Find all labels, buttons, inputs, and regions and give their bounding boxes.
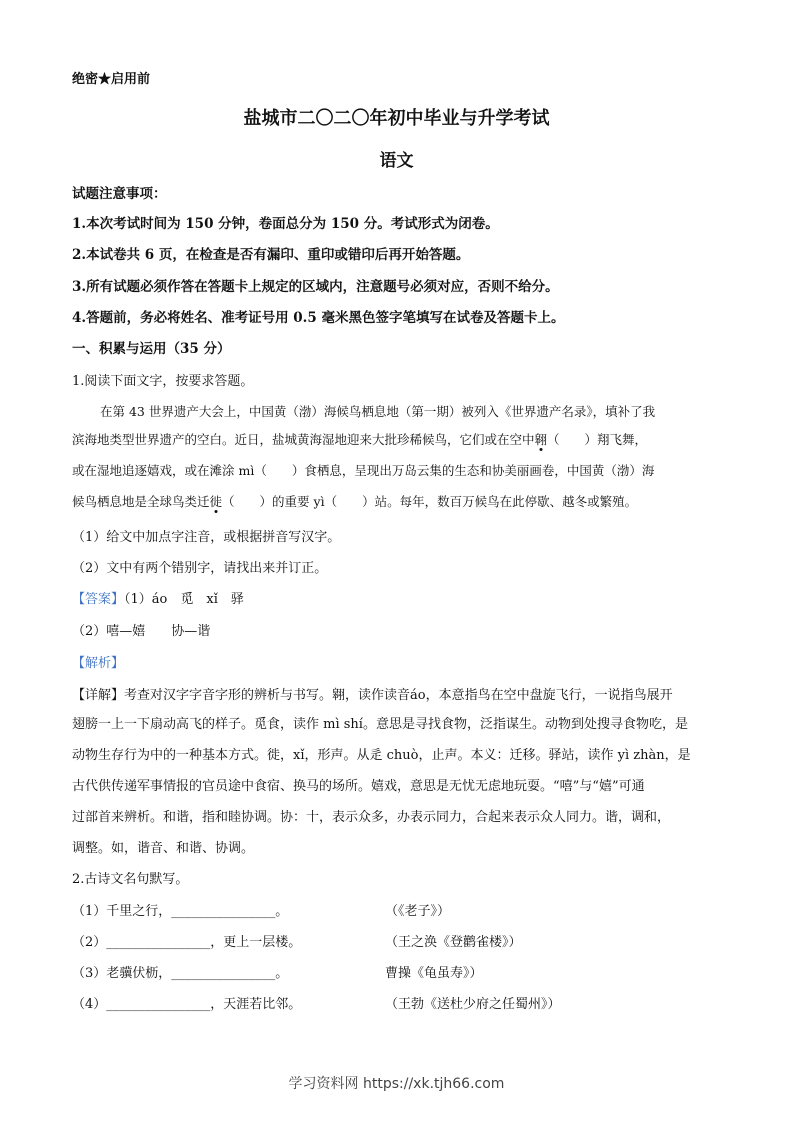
recitation-item: （1）千里之行，________________。 <box>72 904 289 919</box>
notes-heading: 试题注意事项： <box>72 186 167 202</box>
note-item: 3.所有试题必须作答在答题卡上规定的区域内，注意题号必须对应，否则不给分。 <box>72 279 559 295</box>
detail-line: 调整。如，谐音、和谐、协调。 <box>72 841 255 856</box>
passage-line: 或在湿地追逐嬉戏，或在滩涂 mì（ ）食栖息，呈现出万岛云集的生态和协美丽画卷，中国黄（渤）海 <box>72 463 655 478</box>
subquestion-1: （1）给文中加点字注音，或根据拼音写汉字。 <box>72 530 341 545</box>
passage-text: 滨海地类型世界遗产的空白。近日，盐城黄海湿地迎来大批珍稀候鸟，它们或在空中 <box>72 432 535 447</box>
recitation-item: （3）老骥伏枥，________________。 <box>72 966 289 981</box>
answer-line-1 <box>72 588 732 607</box>
passage-line <box>72 492 732 510</box>
recitation-source: （王勃《送杜少府之任蜀州》） <box>385 997 561 1012</box>
answer-tag: 【答案】 <box>72 592 125 607</box>
recitation-source: 曹操《龟虽寿》） <box>385 966 483 981</box>
exam-title: 盐城市二〇二〇年初中毕业与升学考试 <box>243 108 550 129</box>
answer-line-2: （2）嘻—嬉 协—谐 <box>72 624 211 639</box>
detail-line: 过部首来辨析。和谐，指和睦协调。协：十，表示众多，办表示同力，合起来表示众人同力。谐，调和， <box>72 810 671 825</box>
dotted-char: 徙 <box>209 494 223 509</box>
dotted-char: 翱 <box>534 432 548 447</box>
passage-text: 候鸟栖息地是全球鸟类迁 <box>72 494 210 509</box>
detail-line: 古代供传递军事情报的官员途中食宿、换马的场所。嬉戏，意思是无忧无虑地玩耍。“嘻”与“嬉”可通 <box>72 779 645 794</box>
passage-line: 在第 43 世界遗产大会上，中国黄（渤）海候鸟栖息地（第一期）被列入《世界遗产名录》，填补了我 <box>100 404 656 419</box>
detail-line: 动物生存行为中的一种基本方式。徙，xǐ，形声。从辵 chuò，止声。本义：迁移。驿站，读作 yì zhàn，是 <box>72 748 691 763</box>
section-heading: 一、积累与运用（35 分） <box>72 341 231 357</box>
note-item: 4.答题前，务必将姓名、准考证号用 0.5 毫米黑色签字笔填写在试卷及答题卡上。 <box>72 310 565 326</box>
recitation-item: （4）________________，天涯若比邻。 <box>72 997 302 1012</box>
passage-line <box>72 430 732 448</box>
note-item: 2.本试卷共 6 页，在检查是否有漏印、重印或错印后再开始答题。 <box>72 247 470 263</box>
question-1-prompt: 1.阅读下面文字，按要求答题。 <box>72 374 254 389</box>
subject-title: 语文 <box>379 151 414 171</box>
confidential-label: 绝密★启用前 <box>72 72 151 87</box>
footer-watermark: 学习资料网 https://xk.tjh66.com <box>288 1076 505 1092</box>
question-2-prompt: 2.古诗文名句默写。 <box>72 872 189 887</box>
detail-line: 【详解】考查对汉字字音字形的辨析与书写。翱，读作读音áo，本意指鸟在空中盘旋飞行，一说指鸟展开 <box>72 688 673 703</box>
passage-text: （ ）翔飞舞， <box>547 432 648 447</box>
answer-text: （1）áo 觅 xǐ 驿 <box>124 592 244 607</box>
detail-line: 翅膀一上一下扇动高飞的样子。觅食，读作 mì shí。意思是寻找食物，泛指谋生。动物到处搜寻食物吃，是 <box>72 717 688 732</box>
passage-text: （ ）的重要 yì（ ）站。每年，数百万候鸟在此停歇、越冬或繁殖。 <box>222 494 638 509</box>
analysis-tag: 【解析】 <box>72 656 125 671</box>
subquestion-2: （2）文中有两个错别字，请找出来并订正。 <box>72 561 328 576</box>
recitation-source: （《老子》） <box>385 904 451 919</box>
note-item: 1.本次考试时间为 150 分钟，卷面总分为 150 分。考试形式为闭卷。 <box>72 216 499 232</box>
recitation-source: （王之涣《登鹳雀楼》） <box>385 935 522 950</box>
recitation-item: （2）________________，更上一层楼。 <box>72 935 302 950</box>
